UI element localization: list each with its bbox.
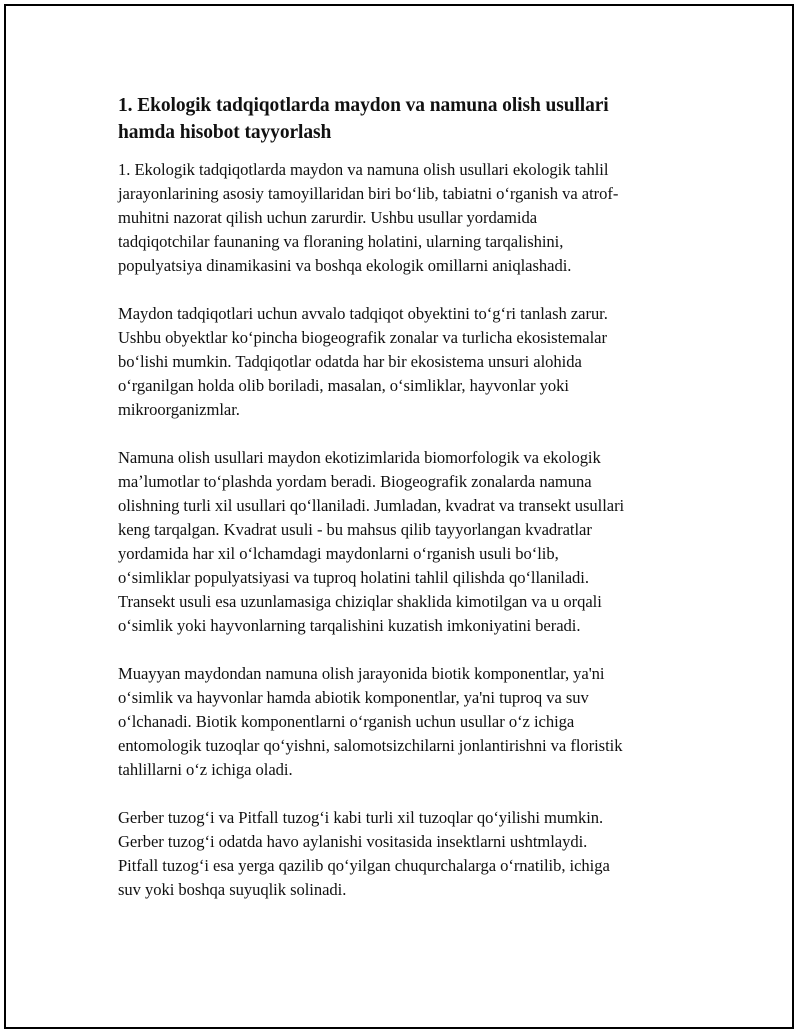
paragraph-traps: Gerber tuzogʻi va Pitfall tuzogʻi kabi turli xil tuzoqlar qoʻyilishi mumkin. Gerber tuzogʻi odatda havo aylanishi vositasida insektlarni ushtmlaydi. Pitfall tuzogʻi esa yerga qazilib qoʻyilgan chuqurchalarga oʻrnatilib, ichiga suv yoki boshqa suyuqlik solinadi. <box>118 808 610 899</box>
paragraph-intro: 1. Ekologik tadqiqotlarda maydon va namuna olish usullari ekologik tahlil jarayonlarining asosiy tamoyillaridan biri boʻlib, tabiatni oʻrganish va atrof- muhitni nazorat qilish uchun zarurdir. Ushbu usullar yordamida tadqiqotchilar faunaning va floraning holatini, ularning tarqalishini, populyatsiya dinamikasini va boshqa ekologik omillarni aniqlashadi. <box>118 160 619 275</box>
paragraph-components: Muayyan maydondan namuna olish jarayonida biotik komponentlar, ya'ni oʻsimlik va hayvonlar hamda abiotik komponentlar, ya'ni tuproq va suv oʻlchanadi. Biotik komponentlarni oʻrganish uchun usullar oʻz ichiga entomologik tuzoqlar qoʻyishni, salomotsizchilarni jonlantirishni va floristik tahlillarni oʻz ichiga oladi. <box>118 664 623 779</box>
paragraph-field-research: Maydon tadqiqotlari uchun avvalo tadqiqot obyektini toʻgʻri tanlash zarur. Ushbu obyektlar koʻpincha biogeografik zonalar va turlicha ekosistemalar boʻlishi mumkin. Tadqiqotlar odatda har bir ekosistema unsuri alohida oʻrganilgan holda olib boriladi, masalan, oʻsimliklar, hayvonlar yoki mikroorganizmlar. <box>118 304 608 419</box>
paragraph-sampling-methods: Namuna olish usullari maydon ekotizimlarida biomorfologik va ekologik maʼlumotlar toʻplashda yordam beradi. Biogeografik zonalarda namuna olishning turli xil usullari qoʻllaniladi. Jumladan, kvadrat va transekt usullari keng tarqalgan. Kvadrat usuli - bu mahsus qilib tayyorlangan kvadratlar yordamida har xil oʻlchamdagi maydonlarni oʻrganish usuli boʻlib, oʻsimliklar populyatsiyasi va tuproq holatini tahlil qilishda qoʻllaniladi. Transekt usuli esa uzunlamasiga chiziqlar shaklida kimotilgan va u orqali oʻsimlik yoki hayvonlarning tarqalishini kuzatish imkoniyatini beradi. <box>118 448 625 635</box>
document-title: 1. Ekologik tadqiqotlarda maydon va namuna olish usullari hamda hisobot tayyorlash <box>118 95 609 143</box>
document-body <box>118 92 684 926</box>
